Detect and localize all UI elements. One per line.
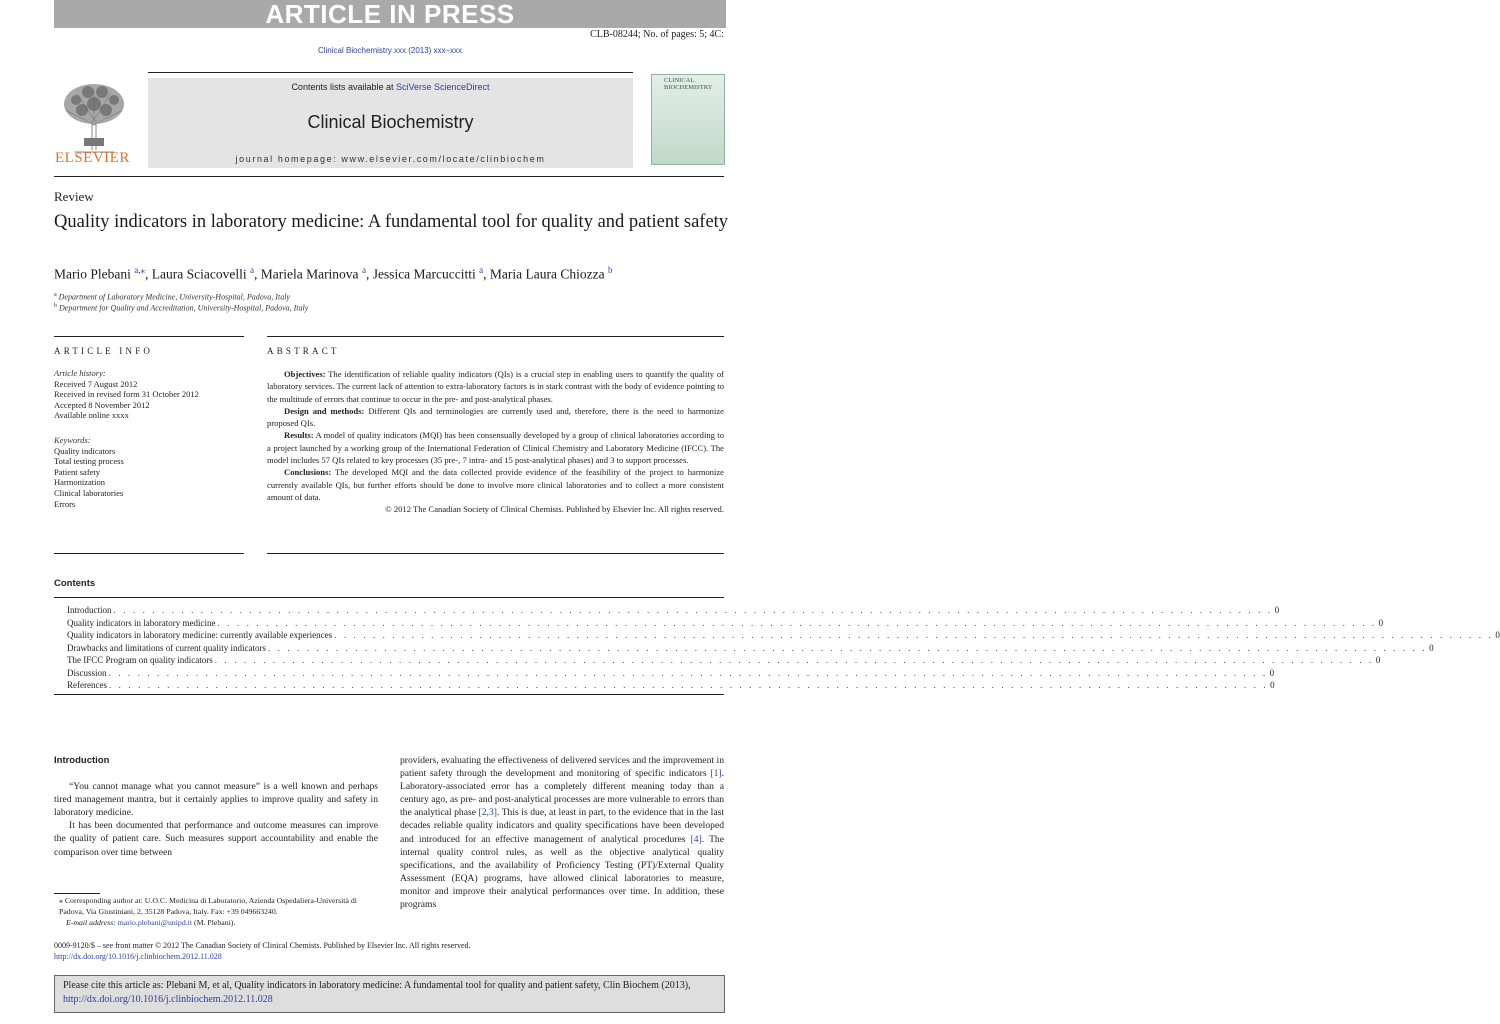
- objectives-text: The identification of reliable quality indicators (QIs) is a crucial step in enabling users to quantify the quality of laboratory services. The current lack of attention to extra-laboratory factors is in stark contrast with the body of evidence pointing to the multitude of errors that continue to occur in the pre- and post-analytical phases.: [267, 369, 724, 404]
- affiliation-a: [54, 292, 290, 302]
- author-affiliation-mark[interactable]: a: [249, 265, 254, 275]
- intro-text: . Laboratory-associated error has a completely different meaning today than a century ago, as pre- and post-analytical processes are more vulnerable to errors than the analytical phase: [400, 768, 724, 819]
- abstract-heading: ABSTRACT: [267, 346, 340, 356]
- toc-item[interactable]: [67, 617, 1384, 630]
- article-history: [54, 368, 199, 421]
- intro-paragraph-2: It has been documented that performance and outcome measures can improve the quality of patient care. Such measures support accountability and enable the comparison over time between: [54, 820, 378, 858]
- toc-item[interactable]: [67, 642, 1434, 655]
- intro-text: . This is due, at least in part, to the evidence that in the last decades reliable quality indicators and quality specifications have been developed and introduced for an effective management of analytical procedures: [400, 807, 725, 845]
- toc-page-number: 0: [1378, 617, 1384, 628]
- journal-cite-link[interactable]: Clinical Biochemistry xxx (2013) xxx–xxx: [317, 46, 463, 55]
- toc-leader-dots: . . . . . . . . . . . . . . . . . . . . . . . . . . . . . . . . . . . . . . . . . . . . . . . . . . . . . . . . . . . . . . . . . . . . . . . . . . . . . . . . . . . . . . . . . . . . . . . . . . . . . . . . . . . . . . . . . . . . . . . .: [214, 655, 1374, 665]
- journal-header-box: [148, 78, 633, 168]
- footnote-text: Corresponding author at: U.O.C. Medicina di Laboratorio, Azienda Ospedaliera-Università di Padova, Via Giustiniani, 2, 35128 Padova, Italy. Fax: +39 049663240.: [59, 896, 357, 916]
- footnote-rule: [54, 893, 100, 894]
- abstract-design: [267, 405, 724, 430]
- front-matter-line: 0009-9120/$ – see front matter © 2012 The Canadian Society of Clinical Chemists. Published by Elsevier Inc. All rights reserved.: [54, 941, 471, 950]
- keywords: [54, 435, 124, 509]
- author-name[interactable]: Maria Laura Chiozza: [489, 266, 608, 282]
- intro-paragraph-1: “You cannot manage what you cannot measure” is a well known and perhaps tired management mantra, but it certainly applies to improve quality and safety in laboratory medicine.: [54, 781, 378, 819]
- toc-item[interactable]: [67, 604, 1280, 617]
- history-item: Received in revised form 31 October 2012: [54, 389, 199, 400]
- abstract-body: [267, 368, 724, 516]
- author-list: [54, 265, 612, 283]
- history-item: Available online xxxx: [54, 410, 129, 421]
- keyword: Quality indicators: [54, 445, 116, 456]
- affiliation-text: Department for Quality and Accreditation, University-Hospital, Padova, Italy: [59, 303, 309, 313]
- contents-rule-bottom: [54, 694, 724, 695]
- keyword: Clinical laboratories: [54, 487, 124, 498]
- keyword: Patient safety: [54, 466, 101, 477]
- author-separator: ,: [145, 266, 152, 282]
- author-name[interactable]: Mariela Marinova: [260, 266, 362, 282]
- body-column-right: [400, 754, 724, 911]
- toc-leader-dots: . . . . . . . . . . . . . . . . . . . . . . . . . . . . . . . . . . . . . . . . . . . . . . . . . . . . . . . . . . . . . . . . . . . . . . . . . . . . . . . . . . . . . . . . . . . . . . . . . . . . . . . . . . . . . . . . . . . . . . . .: [334, 630, 1494, 640]
- citation-link[interactable]: [2,3]: [478, 807, 497, 819]
- toc-leader-dots: . . . . . . . . . . . . . . . . . . . . . . . . . . . . . . . . . . . . . . . . . . . . . . . . . . . . . . . . . . . . . . . . . . . . . . . . . . . . . . . . . . . . . . . . . . . . . . . . . . . . . . . . . . . . . . . . . . . . . . . .: [113, 605, 1273, 615]
- citation-link[interactable]: [1]: [710, 768, 722, 780]
- article-info-rule: [54, 336, 244, 337]
- body-column-left: [54, 754, 378, 859]
- abstract-results: [267, 429, 724, 466]
- affiliation-mark: b: [54, 303, 57, 309]
- toc-item[interactable]: [67, 667, 1275, 680]
- keywords-label: Keywords:: [54, 435, 91, 445]
- toc-title[interactable]: Introduction: [67, 605, 112, 615]
- elsevier-wordmark: ELSEVIER: [55, 150, 130, 166]
- abstract-rule: [267, 336, 724, 337]
- cover-title-line2: BIOCHEMISTRY: [664, 84, 713, 91]
- affiliation-mark: a: [54, 292, 57, 298]
- author-affiliation-mark[interactable]: a: [479, 265, 484, 275]
- toc-page-number: 0: [1269, 667, 1275, 678]
- banner-text: ARTICLE IN PRESS: [265, 0, 515, 29]
- conclusions-label: Conclusions:: [284, 467, 332, 478]
- cover-title-line1: CLINICAL: [664, 77, 695, 84]
- keyword: Errors: [54, 498, 76, 509]
- contents-prefix: Contents lists available at: [291, 82, 394, 92]
- results-text: A model of quality indicators (MQI) has been consensually developed by a group of clinical laboratories according to a project launched by a working group of the International Federation of Clinical Chemistry and Laboratory Medicine (IFCC). The model includes 57 QIs related to key processes (35 pre-, 7 intra- and 15 post-analytical phases) and 3 to support processes.: [267, 430, 724, 466]
- abstract-conclusions: [267, 466, 724, 503]
- toc-page-number: 0: [1274, 605, 1280, 615]
- journal-name: Clinical Biochemistry: [307, 112, 474, 132]
- conclusions-text: The developed MQI and the data collected provide evidence of the feasibility of the project to harmonize currently available QIs, but further efforts should be done to involve more clinical laboratories and to collect a more consistent amount of data.: [267, 467, 724, 502]
- table-of-contents: [67, 604, 1500, 692]
- doi-link[interactable]: http://dx.doi.org/10.1016/j.clinbiochem.2012.11.028: [54, 952, 222, 961]
- citation-link[interactable]: [4]: [690, 833, 702, 845]
- journal-homepage[interactable]: journal homepage: www.elsevier.com/locate/clinbiochem: [235, 154, 546, 164]
- objectives-label: Objectives:: [284, 369, 326, 379]
- front-matter: [54, 940, 471, 962]
- toc-leader-dots: . . . . . . . . . . . . . . . . . . . . . . . . . . . . . . . . . . . . . . . . . . . . . . . . . . . . . . . . . . . . . . . . . . . . . . . . . . . . . . . . . . . . . . . . . . . . . . . . . . . . . . . . . . . . . . . . . . . . . . . .: [108, 680, 1269, 690]
- toc-title[interactable]: References: [67, 680, 107, 690]
- contents-heading: Contents: [54, 578, 96, 589]
- header-rule-bottom: [54, 176, 724, 177]
- article-info-heading: ARTICLE INFO: [54, 346, 154, 356]
- article-title: Quality indicators in laboratory medicine: A fundamental tool for quality and patient safety: [54, 212, 729, 232]
- cite-text: Please cite this article as: Plebani M, et al, Quality indicators in laboratory medicine: A fundamental tool for quality and patient safety, Clin Biochem (2013),: [63, 980, 691, 991]
- intro-text: . The internal quality control rules, as well as the objective analytical quality specifications, and the availability of Proficiency Testing (PT)/External Quality Assessment (EQA) programs, have allowed clinical laboratories to measure, monitor and improve their analytical performances over time. In addition, these programs: [400, 833, 724, 911]
- intro-text: providers, evaluating the effectiveness of delivered services and the improvement in patient safety through the development and monitoring of specific indicators: [400, 755, 724, 780]
- article-in-press-banner: [54, 0, 726, 28]
- introduction-heading: Introduction: [54, 755, 110, 766]
- footnote-mark: ⁎: [59, 896, 63, 905]
- toc-page-number: 0: [1270, 680, 1275, 690]
- keyword: Harmonization: [54, 477, 105, 488]
- author-affiliation-mark[interactable]: a: [361, 265, 366, 275]
- toc-page-number: 0: [1375, 655, 1381, 665]
- toc-leader-dots: . . . . . . . . . . . . . . . . . . . . . . . . . . . . . . . . . . . . . . . . . . . . . . . . . . . . . . . . . . . . . . . . . . . . . . . . . . . . . . . . . . . . . . . . . . . . . . . . . . . . . . . . . . . . . . . . . . . . . . . .: [217, 617, 1377, 628]
- toc-title[interactable]: Drawbacks and limitations of current quality indicators: [67, 642, 266, 653]
- toc-page-number: 0: [1495, 630, 1500, 640]
- toc-title[interactable]: Discussion: [67, 667, 107, 678]
- header-rule-top: [148, 72, 633, 73]
- journal-cover-thumbnail[interactable]: [651, 74, 725, 165]
- toc-title[interactable]: The IFCC Program on quality indicators: [67, 655, 213, 665]
- design-label: Design and methods:: [284, 405, 365, 416]
- author-affiliation-mark[interactable]: a,⁎: [134, 265, 145, 275]
- author-separator: ,: [253, 266, 261, 282]
- cite-doi-link[interactable]: http://dx.doi.org/10.1016/j.clinbiochem.2012.11.028: [63, 994, 273, 1005]
- email-link[interactable]: mario.plebani@unipd.it: [117, 917, 193, 927]
- toc-leader-dots: . . . . . . . . . . . . . . . . . . . . . . . . . . . . . . . . . . . . . . . . . . . . . . . . . . . . . . . . . . . . . . . . . . . . . . . . . . . . . . . . . . . . . . . . . . . . . . . . . . . . . . . . . . . . . . . . . . . . . . . .: [267, 642, 1428, 653]
- history-label: Article history:: [54, 368, 106, 378]
- toc-item[interactable]: [67, 654, 1381, 667]
- toc-title[interactable]: Quality indicators in laboratory medicine: currently available experiences: [67, 630, 333, 640]
- author-name[interactable]: Mario Plebani: [54, 266, 135, 282]
- email-suffix: (M. Plebani).: [193, 917, 236, 927]
- keyword: Total testing process: [54, 456, 124, 467]
- results-label: Results:: [284, 430, 314, 441]
- author-name[interactable]: Jessica Marcuccitti: [372, 266, 480, 282]
- sciencedirect-link[interactable]: SciVerse ScienceDirect: [396, 82, 490, 92]
- cite-this-article-box: [54, 975, 725, 1013]
- author-name[interactable]: Laura Sciacovelli: [151, 266, 250, 282]
- author-separator: ,: [365, 266, 373, 282]
- article-id: CLB-08244; No. of pages: 5; 4C:: [590, 29, 724, 40]
- design-text: Different QIs and terminologies are currently used and, therefore, there is the need to harmonize proposed QIs.: [267, 405, 724, 429]
- section-type: Review: [54, 189, 94, 204]
- contents-available-line: [148, 82, 633, 92]
- toc-title[interactable]: Quality indicators in laboratory medicine: [67, 617, 216, 628]
- email-label: E-mail address:: [66, 917, 116, 927]
- history-item: Accepted 8 November 2012: [54, 399, 150, 410]
- abstract-rule-end: [267, 553, 724, 554]
- toc-page-number: 0: [1429, 642, 1434, 653]
- abstract-copyright: © 2012 The Canadian Society of Clinical Chemists. Published by Elsevier Inc. All rights reserved.: [385, 504, 724, 515]
- toc-leader-dots: . . . . . . . . . . . . . . . . . . . . . . . . . . . . . . . . . . . . . . . . . . . . . . . . . . . . . . . . . . . . . . . . . . . . . . . . . . . . . . . . . . . . . . . . . . . . . . . . . . . . . . . . . . . . . . . . . . . . . . . .: [108, 667, 1268, 678]
- corresponding-author-footnote: [54, 896, 378, 928]
- author-separator: ,: [483, 266, 490, 282]
- article-info-rule-end: [54, 553, 244, 554]
- contents-rule-top: [54, 597, 724, 598]
- affiliation-text: Department of Laboratory Medicine, University-Hospital, Padova, Italy: [58, 292, 290, 302]
- affiliation-b: [54, 303, 308, 313]
- toc-item[interactable]: [67, 679, 1275, 692]
- abstract-objectives: [267, 368, 724, 405]
- toc-item[interactable]: [67, 629, 1500, 642]
- author-affiliation-mark[interactable]: b: [607, 265, 613, 275]
- history-item: Received 7 August 2012: [54, 378, 138, 389]
- cover-title: [664, 77, 712, 91]
